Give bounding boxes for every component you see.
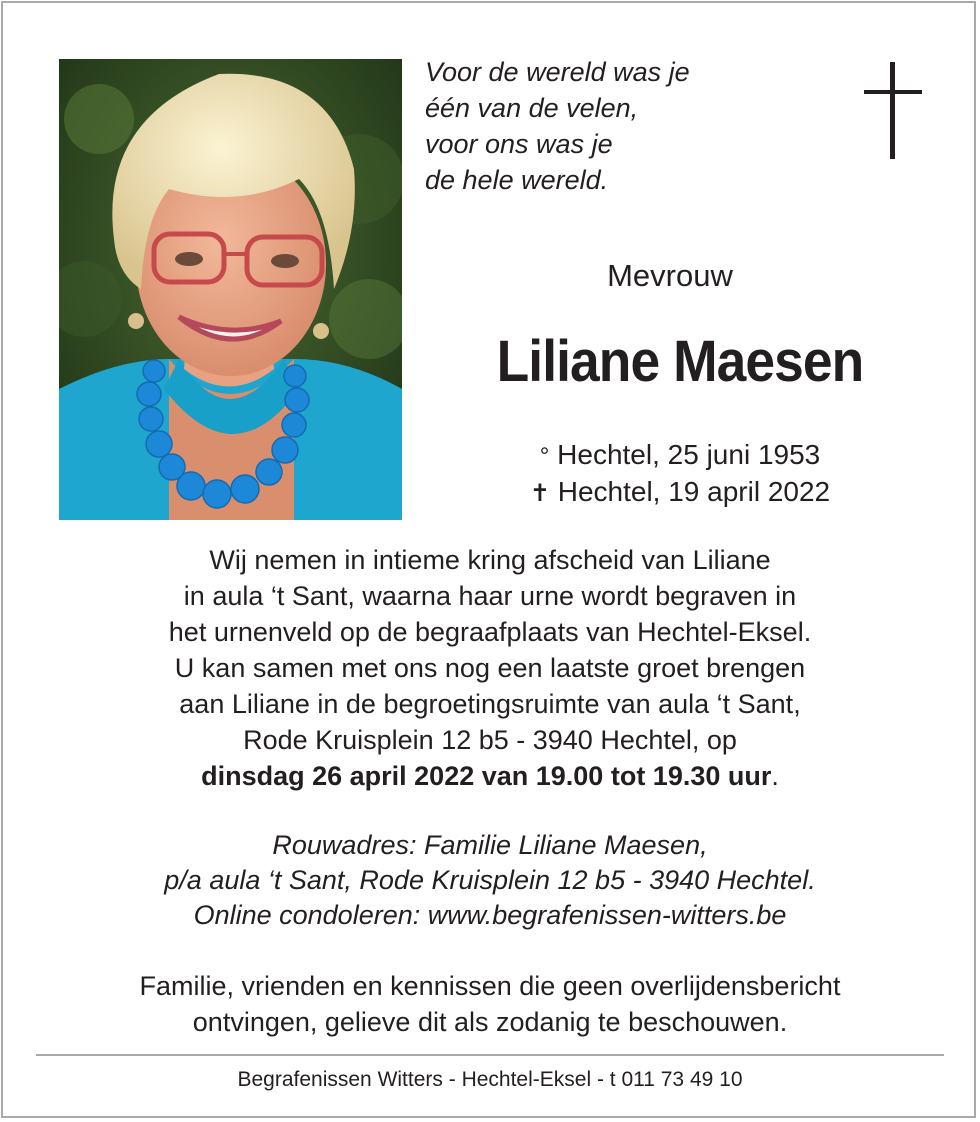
funeral-home-footer: Begrafenissen Witters - Hechtel-Eksel - t 011 73 49 10 bbox=[237, 1068, 743, 1091]
death-date: Hechtel, 19 april 2022 bbox=[557, 476, 831, 507]
message-line: aan Liliane in de begroetingsruimte van aula ‘t Sant, bbox=[179, 689, 801, 719]
notice-line: ontvingen, gelieve dit als zodanig te beschouwen. bbox=[192, 1007, 788, 1037]
death-line bbox=[440, 474, 920, 511]
address-line: Online condoleren: www.begrafenissen-witters.be bbox=[193, 900, 787, 930]
life-dates bbox=[440, 437, 920, 511]
birth-date: Hechtel, 25 juni 1953 bbox=[557, 439, 821, 470]
notice-line: Familie, vrienden en kennissen die geen overlijdensbericht bbox=[139, 971, 841, 1001]
visitation-highlight: dinsdag 26 april 2022 van 19.00 tot 19.30 uur bbox=[201, 761, 772, 791]
visitation-suffix: . bbox=[771, 761, 779, 791]
message-line: het urnenveld op de begraafplaats van Hechtel-Eksel. bbox=[168, 617, 812, 647]
message-line: Wij nemen in intieme kring afscheid van Liliane bbox=[209, 545, 771, 575]
memorial-verse bbox=[425, 54, 825, 198]
verse-line: één van de velen, bbox=[425, 93, 639, 123]
honorific: Mevrouw bbox=[607, 258, 733, 293]
verse-line: Voor de wereld was je bbox=[425, 57, 690, 87]
message-line: Rode Kruisplein 12 b5 - 3940 Hechtel, op bbox=[243, 725, 737, 755]
notice-text bbox=[40, 968, 940, 1040]
cross-icon bbox=[864, 62, 922, 159]
verse-line: voor ons was je bbox=[425, 129, 613, 159]
condolence-address bbox=[40, 828, 940, 933]
message-line: U kan samen met ons nog een laatste groet brengen bbox=[174, 653, 806, 683]
farewell-message bbox=[40, 542, 940, 794]
birth-symbol: ° bbox=[539, 443, 550, 470]
message-line: in aula ‘t Sant, waarna haar urne wordt begraven in bbox=[183, 581, 797, 611]
verse-line: de hele wereld. bbox=[425, 165, 609, 195]
visitation-time bbox=[40, 758, 940, 794]
address-line: p/a aula ‘t Sant, Rode Kruisplein 12 b5 - 3940 Hechtel. bbox=[164, 865, 816, 895]
footer-divider bbox=[36, 1054, 944, 1056]
birth-line bbox=[440, 437, 920, 474]
death-symbol: ✝ bbox=[529, 480, 550, 507]
address-line: Rouwadres: Familie Liliane Maesen, bbox=[272, 830, 708, 860]
deceased-name: Liliane Maesen bbox=[496, 329, 864, 394]
portrait-photo bbox=[59, 59, 402, 520]
